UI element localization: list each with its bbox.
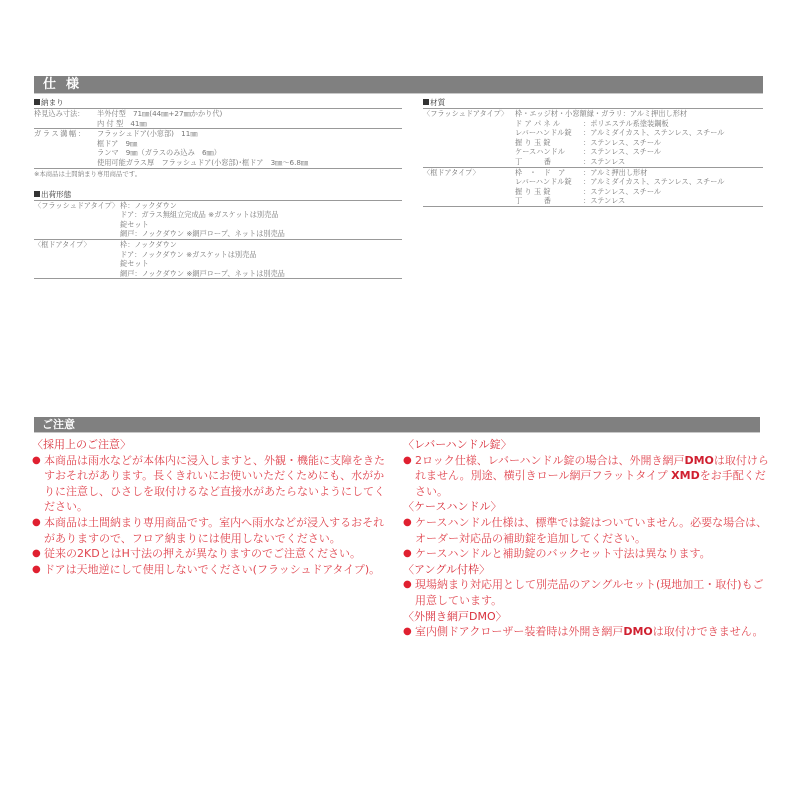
material-pair: レバーハンドル錠 ：アルミダイカスト、ステンレス、スチール [515,128,725,138]
spec-row [34,201,402,240]
row-label: 〈フラッシュドアタイプ〉 [423,109,509,118]
note-item: ● 従来の2KDとはH寸法の押えが異なりますのでご注意ください。 [32,547,361,561]
spec-right-column [423,98,763,207]
row-value: ランマ 9㎜（ガラスのみ込み 6㎜） [97,148,221,158]
spec-row [423,109,763,168]
notes-right-column [403,437,773,640]
notes-heading: 〈ケースハンドル〉 [403,500,502,514]
shipping-title: 出荷形態 [34,190,402,201]
row-label: ガラス溝幅： [34,129,87,139]
bullet-dot-icon: ● [32,516,41,528]
row-value: 内 付 型 41㎜ [97,118,147,128]
bullet-dot-icon: ● [32,548,41,560]
spec-title: 仕様 [43,77,90,92]
bullet-dot-icon: ● [403,548,412,560]
spec-row [34,109,402,129]
notes-heading: 〈外開き網戸DMO〉 [403,609,507,623]
note-item: ● 2ロック仕様、レバーハンドル錠の場合は、外開き網戸DMOは取付けられません。別途、横引きロール網戸フラットタイプ XMDをお手配ください。 [403,453,769,498]
material-pair: ド ア パ ネ ル ：ポリエステル系塗装鋼板 [515,118,669,128]
bullet-dot-icon: ● [403,454,412,466]
row-label: 枠見込み寸法： [34,109,85,118]
spec-header-bar [34,76,763,94]
square-bullet-icon [34,99,40,105]
row-value: ドア：ガラス無組立完成品 ※ガスケットは別売品 [120,210,279,220]
row-value: 網戸：ノックダウン ※網戸ロープ、ネットは別売品 [120,268,285,278]
material-pair: 丁 番 ：ステンレス [515,196,626,206]
material-pair: 枠・エッジ材・小窓額縁・ガラリ ：アルミ押出し形材 [515,109,688,118]
bullet-dot-icon: ● [32,454,41,466]
material-pair: 丁 番 ：ステンレス [515,156,626,166]
row-value: 錠セット [120,259,149,269]
row-value: 枠：ノックダウン [120,200,177,210]
nomari-title: 納まり [34,98,402,109]
row-value: フラッシュドア(小窓部) 11㎜ [97,129,198,139]
square-bullet-icon [423,99,429,105]
bullet-dot-icon: ● [403,626,412,638]
footnote: ※本商品は土間納まり専用商品です。 [34,169,142,178]
bullet-dot-icon: ● [403,579,412,591]
note-item: ● ケースハンドル仕様は、標準では錠はついていません。必要な場合は、オーダー対応品の補助錠を追加してください。 [403,515,768,545]
row-value: 框ドア 9㎜ [97,138,138,148]
material-title: 材質 [423,98,763,109]
material-pair: レバーハンドル錠 ：アルミダイカスト、ステンレス、スチール [515,177,725,187]
note-item: ● 現場納まり対応用として別売品のアングルセット(現地加工・取付)もご用意しています。 [403,578,764,607]
note-item: ● ケースハンドルと補助錠のバックセット寸法は異なります。 [403,547,711,561]
row-value: 枠：ノックダウン [120,239,177,249]
note-item: ● 本商品は雨水などが本体内に浸入しますと、外観・機能に支障をきたすおそれがあります。長くきれいにお使いいただくためにも、水がかりに注意し、ひさしを取付けるなど直接水があたらないようにしてください。 [32,453,385,514]
spec-left-column [34,98,402,279]
material-pair: 枠 ・ ド ア ：アルミ押出し形材 [515,167,648,177]
note-item: ● 本商品は土間納まり専用商品です。室内へ雨水などが浸入するおそれがありますので、フロア納まりには使用しないでください。 [32,515,385,545]
spec-row [423,168,763,207]
material-pair: 握 り 玉 錠 ：ステンレス、スチール [515,186,662,196]
notes-heading: 〈採用上のご注意〉 [32,438,131,451]
notes-heading: 〈アングル付枠〉 [403,562,491,576]
row-value: 網戸：ノックダウン ※網戸ロープ、ネットは別売品 [120,229,285,239]
note-item: ● 室内側ドアクローザー装着時は外開き網戸DMOは取付けできません。 [403,625,764,639]
square-bullet-icon [34,191,40,197]
notes-title: ご注意 [42,418,75,431]
material-pair: 握 り 玉 錠 ：ステンレス、スチール [515,137,662,147]
notes-left-column [32,437,392,577]
material-pair: ケースハンドル ：ステンレス、スチール [515,147,662,157]
row-value: 使用可能ガラス厚 フラッシュドア(小窓部)･框ドア 3㎜～6.8㎜ [97,157,309,167]
spec-row [34,129,402,168]
bullet-dot-icon: ● [403,516,412,528]
note-item: ● ドアは天地逆にして使用しないでください(フラッシュドアタイプ)。 [32,562,381,576]
row-label: 〈框ドアタイプ〉 [34,239,91,249]
notes-header-bar [34,417,760,433]
row-label: 〈フラッシュドアタイプ〉 [34,200,120,210]
spec-row [34,240,402,279]
row-label: 〈框ドアタイプ〉 [423,167,480,177]
bullet-dot-icon: ● [32,563,41,575]
row-value: 半外付型 71㎜(44㎜+27㎜かかり代) [97,109,223,118]
row-value: ドア：ノックダウン ※ガスケットは別売品 [120,249,257,259]
notes-heading: 〈レバーハンドル錠〉 [403,438,512,451]
row-value: 錠セット [120,219,149,229]
